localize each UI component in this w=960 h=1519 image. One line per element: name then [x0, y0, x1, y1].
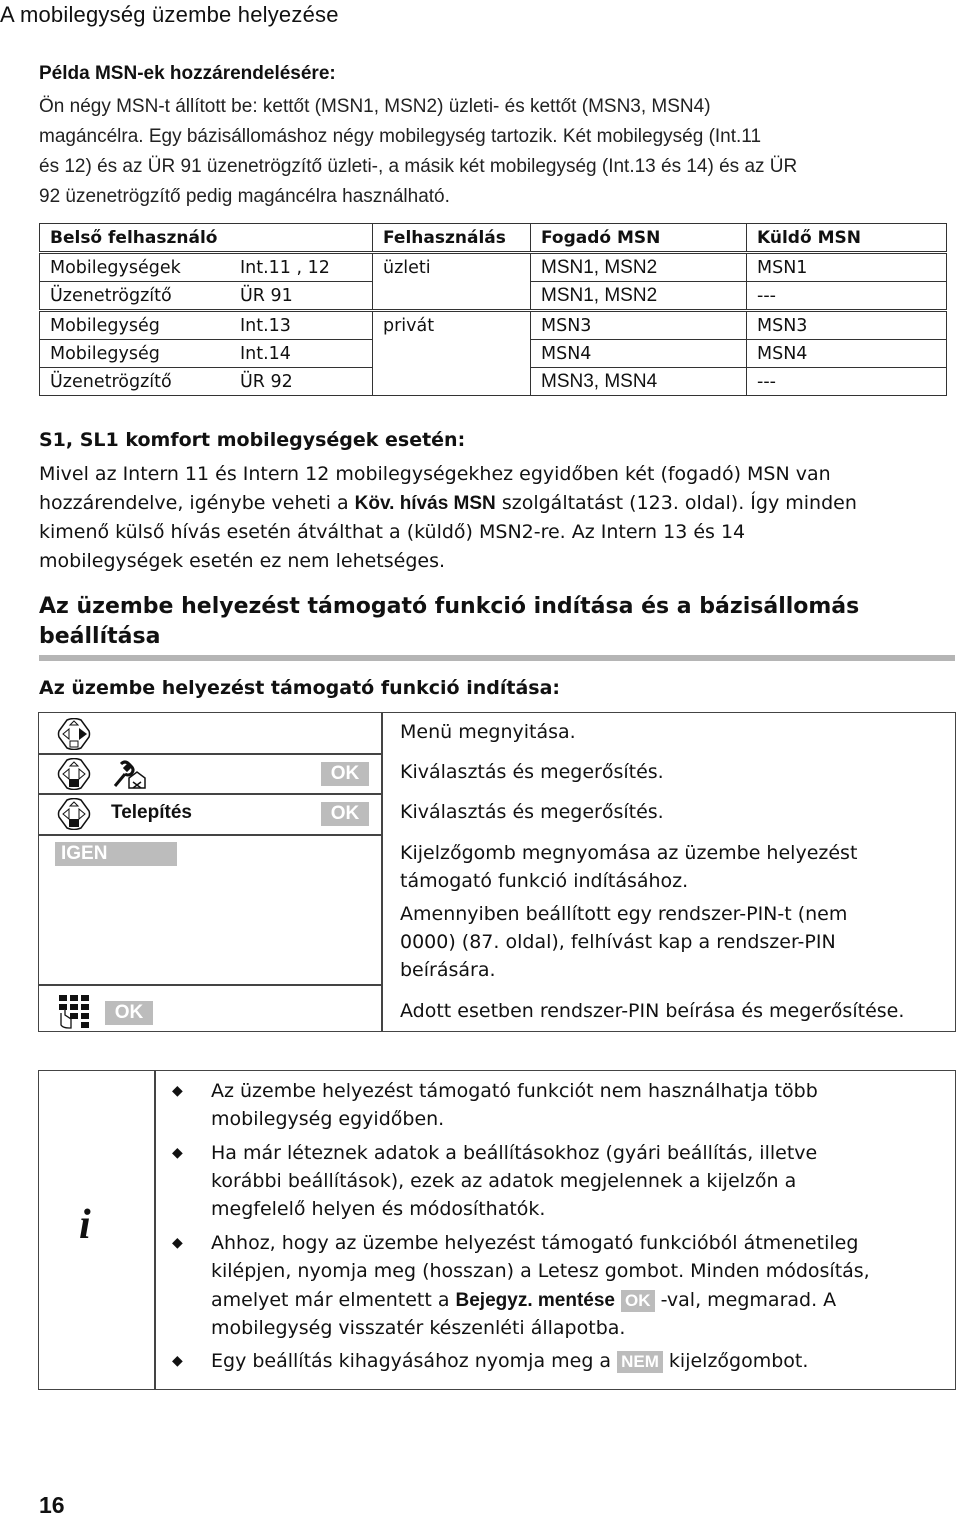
bullet-text: kilépjen, nyomja meg (hosszan) a Letesz gombot. Minden módosítás, — [211, 1260, 870, 1282]
bullet-text: korábbi beállítások), ezek az adatok megjelennek a kijelzőn a — [211, 1170, 797, 1192]
step-text: Kijelzőgomb megnyomása az üzembe helyezést — [400, 842, 858, 864]
settings-tool-icon — [111, 758, 147, 790]
header-receive-msn: Fogadó MSN — [531, 224, 747, 253]
cell-device: Mobilegységek Int.11 , 12 — [40, 253, 373, 282]
section-divider — [39, 655, 955, 661]
navigation-key-down-icon — [57, 798, 91, 830]
cell-send: --- — [747, 368, 947, 396]
cell-device: Mobilegység Int.14 — [40, 340, 373, 368]
table-row — [40, 340, 947, 368]
bullet-text: mobilegység visszatér készenléti állapotba. — [211, 1317, 626, 1339]
step-text: 0000) (87. oldal), felhívást kap a rendszer-PIN — [400, 931, 836, 953]
s1-line: mobilegységek esetén ez nem lehetséges. — [39, 550, 446, 572]
cell-usage — [373, 282, 531, 311]
step-text: Amennyiben beállított egy rendszer-PIN-t (nem — [400, 903, 848, 925]
bullet-text: Ahhoz, hogy az üzembe helyezést támogató funkcióból átmenetileg — [211, 1232, 859, 1254]
bullet-text: amelyet már elmentett a Bejegyz. mentése OK -val, megmarad. A — [211, 1289, 837, 1311]
table-header-row — [40, 224, 947, 253]
info-box — [38, 1070, 956, 1390]
cell-usage: üzleti — [373, 253, 531, 282]
bullet-text: mobilegység egyidőben. — [211, 1108, 445, 1130]
s1-title: S1, SL1 komfort mobilegységek esetén: — [39, 429, 466, 451]
bullet-text: megfelelő helyen és módosíthatók. — [211, 1198, 546, 1220]
msn-assignment-table — [39, 223, 947, 396]
ok-softkey[interactable]: OK — [321, 762, 369, 786]
cell-device: Üzenetrögzítő ÜR 91 — [40, 282, 373, 311]
example-line: 92 üzenetrögzítő pedig magáncélra használható. — [39, 186, 450, 207]
example-line: és 12) és az ÜR 91 üzenetrögzítő üzleti-, a másik két mobilegység (Int.13 és 14) és az ÜR — [39, 156, 798, 177]
section-title: Az üzembe helyezést támogató funkció indítása és a bázisállomás beállítása — [39, 594, 860, 649]
cell-send: MSN3 — [747, 311, 947, 340]
s1-paragraph — [39, 460, 939, 576]
cell-usage — [373, 340, 531, 368]
s1-line: hozzárendelve, igénybe veheti a Köv. hívás MSN szolgáltatást (123. oldal). Így minden — [39, 492, 857, 514]
menu-item-telepites[interactable]: Telepítés — [111, 802, 192, 823]
cell-usage: privát — [373, 311, 531, 340]
navigation-key-down-icon — [57, 758, 91, 790]
igen-softkey[interactable]: IGEN — [55, 842, 177, 866]
ok-softkey[interactable]: OK — [621, 1290, 655, 1312]
bullet-icon: ◆ — [172, 1083, 183, 1099]
cell-send: MSN1 — [747, 253, 947, 282]
bullet-icon: ◆ — [172, 1145, 183, 1161]
bullet-text: Egy beállítás kihagyásához nyomja meg a NEM kijelzőgombot. — [211, 1350, 809, 1372]
cell-device: Mobilegység Int.13 — [40, 311, 373, 340]
header-internal-user: Belső felhasználó — [40, 224, 373, 253]
bullet-icon: ◆ — [172, 1235, 183, 1251]
subsection-title: Az üzembe helyezést támogató funkció indítása: — [39, 677, 561, 699]
menu-item-name: Bejegyz. mentése — [455, 1290, 615, 1311]
cell-recv: MSN3 — [531, 311, 747, 340]
step-text: Kiválasztás és megerősítés. — [400, 761, 664, 783]
info-icon: i — [79, 1202, 91, 1248]
example-line: Ön négy MSN-t állított be: kettőt (MSN1, MSN2) üzleti- és kettőt (MSN3, MSN4) — [39, 96, 711, 117]
header-usage: Felhasználás — [373, 224, 531, 253]
example-line: magáncélra. Egy bázisállomáshoz négy mobilegység tartozik. Két mobilegység (Int.11 — [39, 126, 762, 147]
step-text: Adott esetben rendszer-PIN beírása és megerősítése. — [400, 1000, 905, 1022]
cell-recv: MSN3, MSN4 — [531, 368, 747, 396]
step-text: Menü megnyitása. — [400, 721, 576, 743]
example-title: Példa MSN-ek hozzárendelésére: — [39, 63, 336, 84]
ok-softkey[interactable]: OK — [105, 1001, 153, 1025]
s1-line: Mivel az Intern 11 és Intern 12 mobilegységekhez egyidőben két (fogadó) MSN van — [39, 463, 831, 485]
keypad-icon — [57, 993, 99, 1029]
table-row — [40, 368, 947, 396]
page-number: 16 — [39, 1492, 65, 1518]
page-header: A mobilegység üzembe helyezése — [0, 2, 339, 27]
cell-recv: MSN1, MSN2 — [531, 282, 747, 311]
bullet-text: Az üzembe helyezést támogató funkciót nem használhatja több — [211, 1080, 818, 1102]
cell-device: Üzenetrögzítő ÜR 92 — [40, 368, 373, 396]
nem-softkey[interactable]: NEM — [617, 1351, 663, 1373]
cell-recv: MSN4 — [531, 340, 747, 368]
feature-name: Köv. hívás MSN — [354, 493, 496, 514]
ok-softkey[interactable]: OK — [321, 802, 369, 826]
navigation-key-right-icon — [57, 718, 91, 750]
step-text: Kiválasztás és megerősítés. — [400, 801, 664, 823]
step-text: beírására. — [400, 959, 496, 981]
cell-recv: MSN1, MSN2 — [531, 253, 747, 282]
cell-usage — [373, 368, 531, 396]
header-send-msn: Küldő MSN — [747, 224, 947, 253]
s1-line: kimenő külső hívás esetén átválthat a (küldő) MSN2-re. Az Intern 13 és 14 — [39, 521, 746, 543]
table-row — [40, 282, 947, 311]
cell-send: MSN4 — [747, 340, 947, 368]
bullet-text: Ha már léteznek adatok a beállításokhoz (gyári beállítás, illetve — [211, 1142, 818, 1164]
cell-send: --- — [747, 282, 947, 311]
table-row — [40, 311, 947, 340]
bullet-icon: ◆ — [172, 1353, 183, 1369]
table-row — [40, 253, 947, 282]
step-text: támogató funkció indításához. — [400, 870, 689, 892]
steps-table — [38, 712, 956, 1032]
example-paragraph — [39, 92, 939, 212]
